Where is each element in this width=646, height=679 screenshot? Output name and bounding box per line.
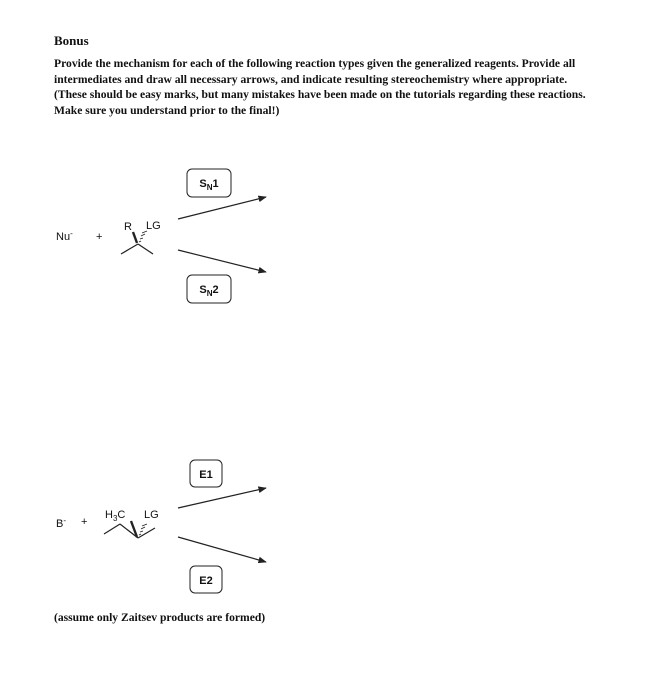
page-title: Bonus (54, 33, 89, 48)
elimination-scheme (56, 460, 266, 593)
leaving-group-label-2: LG (144, 509, 159, 521)
plus-sign-2: + (81, 516, 88, 528)
zaitsev-footnote: (assume only Zaitsev products are formed) (54, 611, 266, 624)
methyl-substrate-structure (104, 521, 155, 538)
e2-arrow (178, 537, 266, 562)
r-group-label: R (124, 221, 132, 233)
leaving-group-label: LG (146, 220, 161, 232)
methyl-label: $H_3C$ (105, 509, 126, 523)
sn1-label: $S_N1$ (199, 178, 219, 192)
substitution-scheme (56, 169, 266, 303)
sn2-label: $S_N2$ (199, 284, 219, 298)
alkyl-substrate-structure (121, 231, 153, 254)
e1-arrow (178, 488, 266, 508)
base-label: B- (56, 516, 67, 530)
instructions-paragraph: Provide the mechanism for each of the following reaction types given the generalized reagents. Provide all intermediates and draw all necessary arrows, and indicate resulting stereochemistry where appropriate. (These should be easy marks, but many mistakes have been made on the tutorials regarding these reactions. Make sure you understand prior to the final!) (54, 57, 586, 117)
sn1-arrow (178, 197, 266, 219)
sn2-arrow (178, 250, 266, 272)
e1-label: E1 (199, 469, 213, 481)
nucleophile-label: Nu- (56, 229, 73, 243)
plus-sign: + (96, 231, 103, 243)
e2-label: E2 (199, 575, 213, 587)
